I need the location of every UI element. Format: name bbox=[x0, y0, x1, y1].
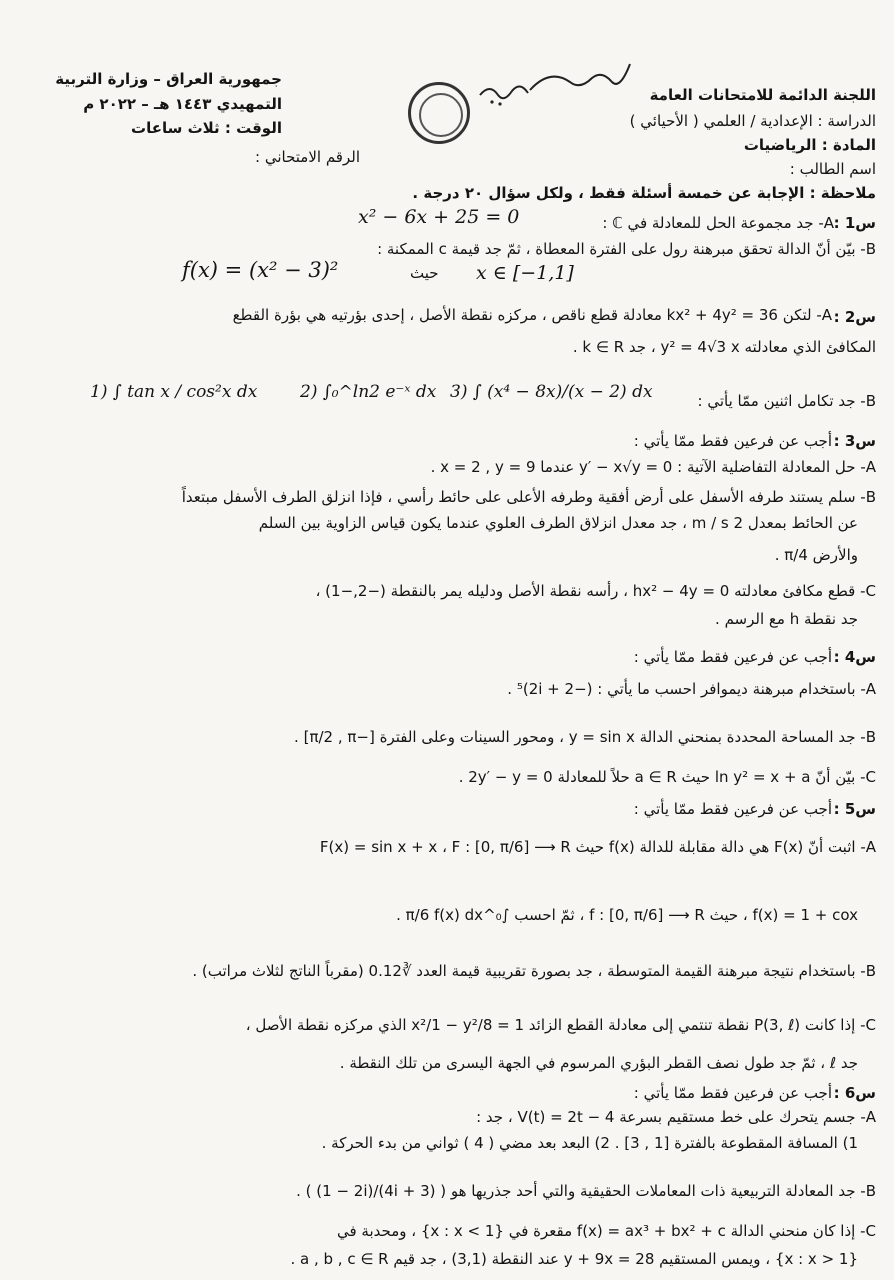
instructions-note: ملاحظة : الإجابة عن خمسة أسئلة فقط ، ولكل سؤال ٢٠ درجة . bbox=[412, 184, 876, 202]
q3-c-text2: جد نقطة h مع الرسم . bbox=[715, 610, 858, 628]
q6-c-text1: C- إذا كان منحني الدالة f(x) = ax³ + bx² + c مقعرة في {x : x < 1} ، ومحدبة في bbox=[336, 1222, 876, 1240]
q4-label: س4 : bbox=[833, 648, 876, 666]
q4-b-text: B- جد المساحة المحددة بمنحني الدالة y = sin x ، ومحور السينات وعلى الفترة [−π/2 , π] . bbox=[294, 728, 876, 746]
q3-label: س3 : bbox=[833, 432, 876, 450]
q5-c-text2: جد ℓ ، ثمّ جد طول نصف القطر البؤري المرسوم في الجهة اليسرى من تلك النقطة . bbox=[339, 1054, 858, 1072]
header-republic: جمهورية العراق – وزارة التربية bbox=[55, 70, 282, 88]
header-study: الدراسة : الإعدادية / العلمي ( الأحيائي ) bbox=[629, 112, 876, 130]
header-subject: المادة : الرياضيات bbox=[743, 136, 876, 154]
q2-b-text: B- جد تكامل اثنين ممّا يأتي : bbox=[697, 392, 876, 410]
q4-a-text: A- باستخدام مبرهنة ديموافر احسب ما يأتي : (−2 + 2i)⁵ . bbox=[507, 680, 876, 698]
header-committee: اللجنة الدائمة للامتحانات العامة bbox=[649, 86, 876, 104]
q1-a-text: A- جد مجموعة الحل للمعادلة في ℂ : bbox=[602, 214, 834, 232]
q6-a-text1: A- جسم يتحرك على خط مستقيم بسرعة V(t) = 2t − 4 ، جد : bbox=[476, 1108, 876, 1126]
q2-label: س2 : bbox=[833, 308, 876, 326]
q5-a-text2: f(x) = 1 + cox ، حيث f : [0, π/6] ⟶ R ، ثمّ احسب ∫₀^π/6 f(x) dx . bbox=[396, 906, 858, 924]
official-seal bbox=[408, 82, 470, 144]
q6-intro: أجب عن فرعين فقط ممّا يأتي : bbox=[633, 1084, 832, 1102]
q2-a-text: A- لتكن kx² + 4y² = 36 معادلة قطع ناقص ، مركزه نقطة الأصل ، إحدى بؤرتيه هي بؤرة القطع bbox=[232, 306, 832, 324]
q5-c-text1: C- إذا كانت P(3, ℓ) نقطة تنتمي إلى معادلة القطع الزائد x²/1 − y²/8 = 1 الذي مركزه نقطة الأصل ، bbox=[245, 1016, 876, 1034]
q5-intro: أجب عن فرعين فقط ممّا يأتي : bbox=[633, 800, 832, 818]
q2-integral-3: 3) ∫ (x⁴ − 8x)/(x − 2) dx bbox=[450, 382, 653, 402]
q5-b-text: B- باستخدام نتيجة مبرهنة القيمة المتوسطة ، جد بصورة تقريبية قيمة العدد ∛0.12 (مقرباً الناتج لثلاث مراتب) . bbox=[192, 962, 876, 980]
q2-integral-2: 2) ∫₀^ln2 e⁻ˣ dx bbox=[300, 382, 437, 402]
signature bbox=[470, 60, 640, 120]
q5-label: س5 : bbox=[833, 800, 876, 818]
q1-b-where: حيث bbox=[410, 264, 439, 282]
q1-b-domain: x ∈ [−1,1] bbox=[476, 262, 574, 284]
q1-b-function: f(x) = (x² − 3)² bbox=[182, 258, 339, 282]
q1-a-equation: x² − 6x + 25 = 0 bbox=[358, 206, 520, 228]
q6-c-text2: {x : x > 1} ، ويمس المستقيم y + 9x = 28 عند النقطة (3,1) ، جد قيم a , b , c ∈ R . bbox=[290, 1250, 858, 1268]
q3-c-text1: C- قطع مكافئ معادلته hx² − 4y = 0 ، رأسه نقطة الأصل ودليله يمر بالنقطة (−2,−1) ، bbox=[315, 582, 876, 600]
q3-b-text1: B- سلم يستند طرفه الأسفل على أرض أفقية وطرفه الأعلى على حائط رأسي ، فإذا انزلق الطرف الأسفل مبتعداً bbox=[181, 488, 876, 506]
q4-c-text: C- بيّن أنّ ln y² = x + a حيث a ∈ R حلاً للمعادلة 2y′ − y = 0 . bbox=[458, 768, 876, 786]
exam-number: الرقم الامتحاني : bbox=[255, 148, 360, 166]
q3-b-text3: والأرض π/4 . bbox=[774, 546, 858, 564]
q2-a-text2: المكافئ الذي معادلته y² = 4√3 x ، جد k ∈ R . bbox=[572, 338, 876, 356]
header-student-name: اسم الطالب : bbox=[789, 160, 876, 178]
header-time: الوقت : ثلاث ساعات bbox=[131, 119, 282, 137]
q3-intro: أجب عن فرعين فقط ممّا يأتي : bbox=[633, 432, 832, 450]
q5-a-text1: A- اثبت أنّ F(x) هي دالة مقابلة للدالة f(x) حيث F(x) = sin x + x ، F : [0, π/6] ⟶ R bbox=[319, 838, 876, 856]
q6-a-text2: 1) المسافة المقطوعة بالفترة [1 , 3] . 2) البعد بعد مضي ( 4 ) ثواني من بدء الحركة . bbox=[321, 1134, 858, 1152]
q6-label: س6 : bbox=[833, 1084, 876, 1102]
q6-b-text: B- جد المعادلة التربيعية ذات المعاملات الحقيقية والتي أحد جذريها هو ( (3 + 4i)/(1 − 2i) ) . bbox=[296, 1182, 876, 1200]
q4-intro: أجب عن فرعين فقط ممّا يأتي : bbox=[633, 648, 832, 666]
q1-b-text: B- بيّن أنّ الدالة تحقق مبرهنة رول على الفترة المعطاة ، ثمّ جد قيمة c الممكنة : bbox=[377, 240, 876, 258]
q1-label: س1 : bbox=[833, 214, 876, 232]
header-session: التمهيدي ١٤٤٣ هـ – ٢٠٢٢ م bbox=[83, 95, 282, 113]
q2-integral-1: 1) ∫ tan x / cos²x dx bbox=[90, 382, 258, 402]
q3-a-text: A- حل المعادلة التفاضلية الآتية : y′ − x√y = 0 عندما x = 2 , y = 9 . bbox=[430, 458, 876, 476]
q3-b-text2: عن الحائط بمعدل 2 m / s ، جد معدل انزلاق الطرف العلوي عندما يكون قياس الزاوية بين السلم bbox=[258, 514, 858, 532]
